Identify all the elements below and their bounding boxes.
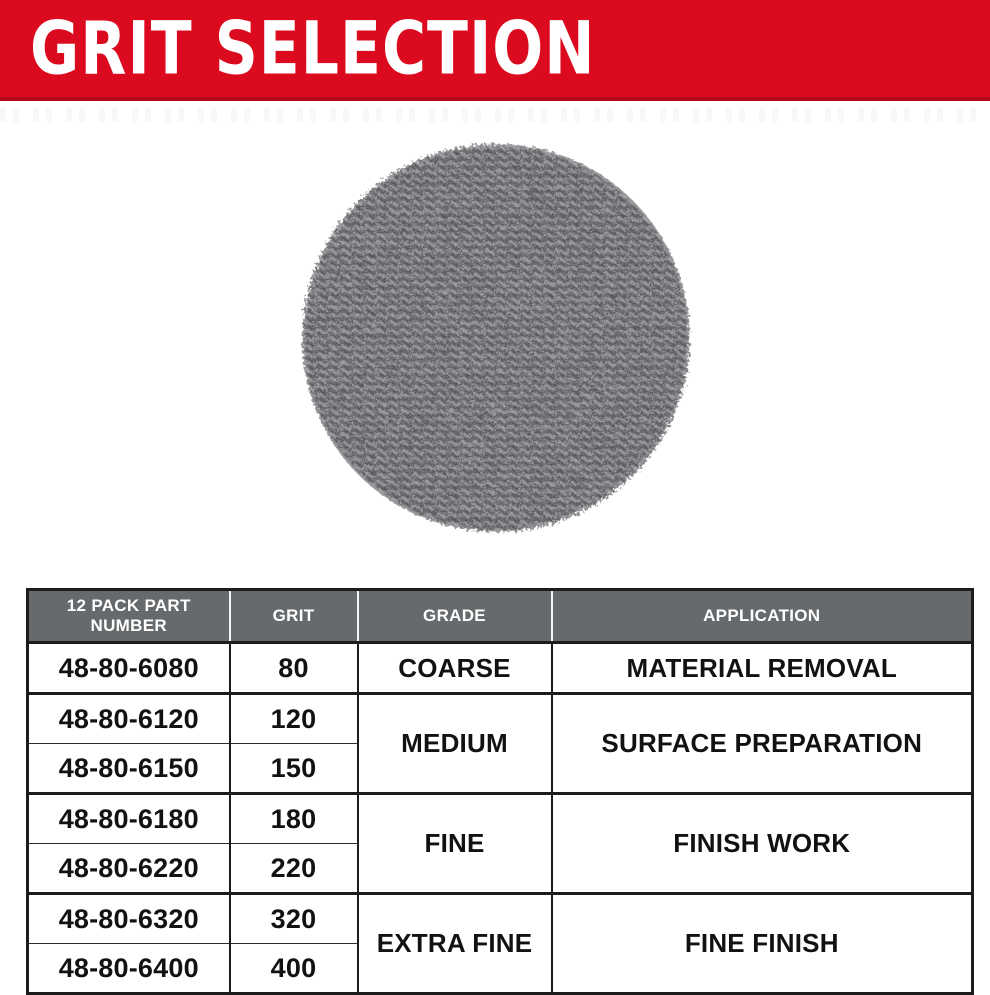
grade-cell: FINE [358,794,552,894]
application-cell: MATERIAL REMOVAL [552,643,973,694]
grit-cell: 120 [230,694,358,744]
grade-cell: EXTRA FINE [358,894,552,994]
sanding-disc-graphic [292,134,700,542]
part-number-cell: 48-80-6320 [28,894,230,944]
header-banner [0,0,990,101]
grit-cell: 80 [230,643,358,694]
table-row [28,894,973,944]
part-number-cell: 48-80-6150 [28,744,230,794]
grit-cell: 150 [230,744,358,794]
mesh-sanding-disc-image [292,134,700,542]
grit-cell: 320 [230,894,358,944]
part-number-cell: 48-80-6080 [28,643,230,694]
grade-cell: COARSE [358,643,552,694]
part-number-cell: 48-80-6220 [28,844,230,894]
grade-cell: MEDIUM [358,694,552,794]
grit-selection-table [26,588,974,995]
application-cell: FINISH WORK [552,794,973,894]
grit-cell: 220 [230,844,358,894]
column-header-grade: GRADE [358,590,552,643]
watermark-band [0,108,990,122]
table-header-row [28,590,973,643]
column-header-grit: GRIT [230,590,358,643]
grit-cell: 400 [230,944,358,994]
part-number-cell: 48-80-6400 [28,944,230,994]
column-header-part-number: 12 PACK PART NUMBER [28,590,230,643]
part-number-cell: 48-80-6180 [28,794,230,844]
page-title: GRIT SELECTION [30,5,596,92]
application-cell: FINE FINISH [552,894,973,994]
application-cell: SURFACE PREPARATION [552,694,973,794]
table-row [28,694,973,744]
table-row [28,794,973,844]
grit-cell: 180 [230,794,358,844]
part-number-cell: 48-80-6120 [28,694,230,744]
table-row [28,643,973,694]
column-header-application: APPLICATION [552,590,973,643]
